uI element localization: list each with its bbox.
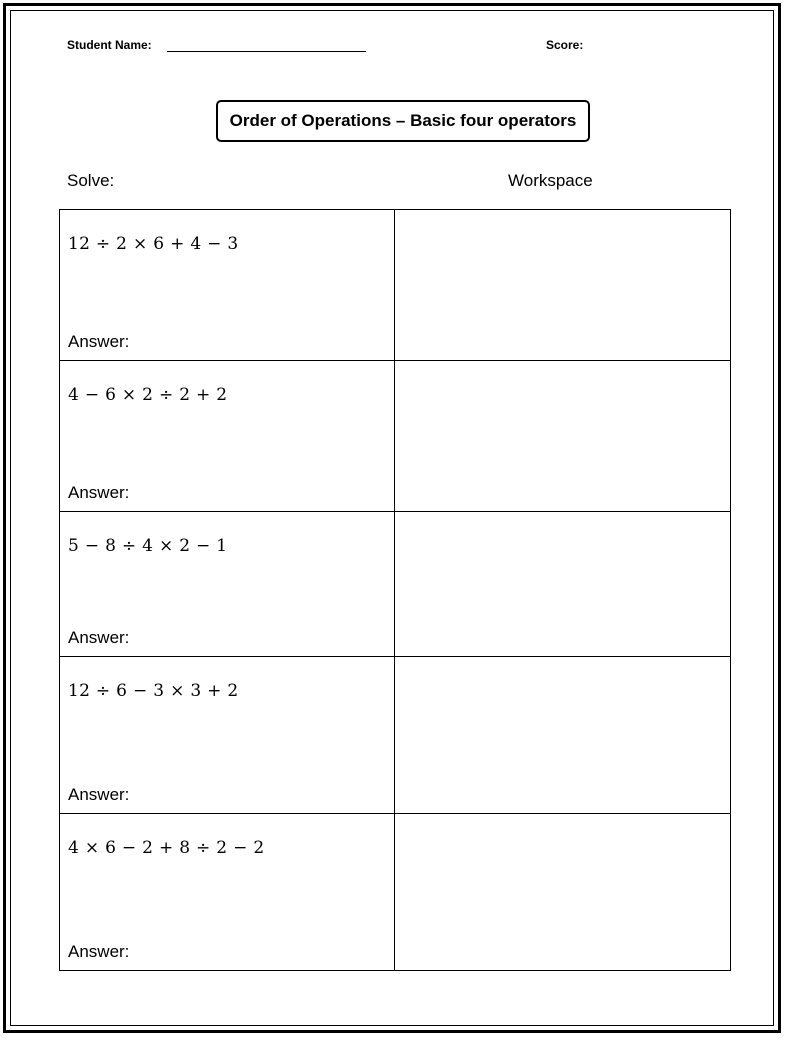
solve-heading: Solve:: [67, 171, 115, 190]
problem-row-2: [60, 361, 730, 512]
problem-row-3: [60, 512, 730, 657]
problem-expression: 4 − 6 × 2 ÷ 2 + 2: [68, 385, 228, 405]
problem-row-5: [60, 814, 730, 970]
worksheet-title: [216, 100, 590, 142]
workspace-cell: [395, 210, 730, 360]
answer-label: Answer:: [68, 785, 130, 804]
workspace-cell: [395, 657, 730, 813]
workspace-cell: [395, 512, 730, 656]
score-label: Score:: [546, 38, 584, 52]
workspace-heading: Workspace: [508, 171, 593, 190]
solve-cell: [60, 210, 395, 360]
solve-cell: [60, 361, 395, 511]
problem-expression: 12 ÷ 6 − 3 × 3 + 2: [68, 681, 239, 701]
problem-expression: 5 − 8 ÷ 4 × 2 − 1: [68, 536, 228, 556]
solve-cell: [60, 657, 395, 813]
worksheet-title-text: Order of Operations – Basic four operators: [229, 111, 577, 130]
workspace-cell: [395, 361, 730, 511]
answer-label: Answer:: [68, 483, 130, 502]
problem-row-4: [60, 657, 730, 814]
problem-expression: 4 × 6 − 2 + 8 ÷ 2 − 2: [68, 838, 265, 858]
answer-label: Answer:: [68, 332, 130, 351]
student-name-line: [167, 51, 366, 52]
problem-expression: 12 ÷ 2 × 6 + 4 − 3: [68, 234, 239, 254]
answer-label: Answer:: [68, 628, 130, 647]
problem-row-1: [60, 210, 730, 361]
workspace-cell: [395, 814, 730, 970]
answer-label: Answer:: [68, 942, 130, 961]
solve-cell: [60, 814, 395, 970]
student-name-label: Student Name:: [67, 38, 152, 52]
solve-cell: [60, 512, 395, 656]
problems-table: [59, 209, 731, 971]
